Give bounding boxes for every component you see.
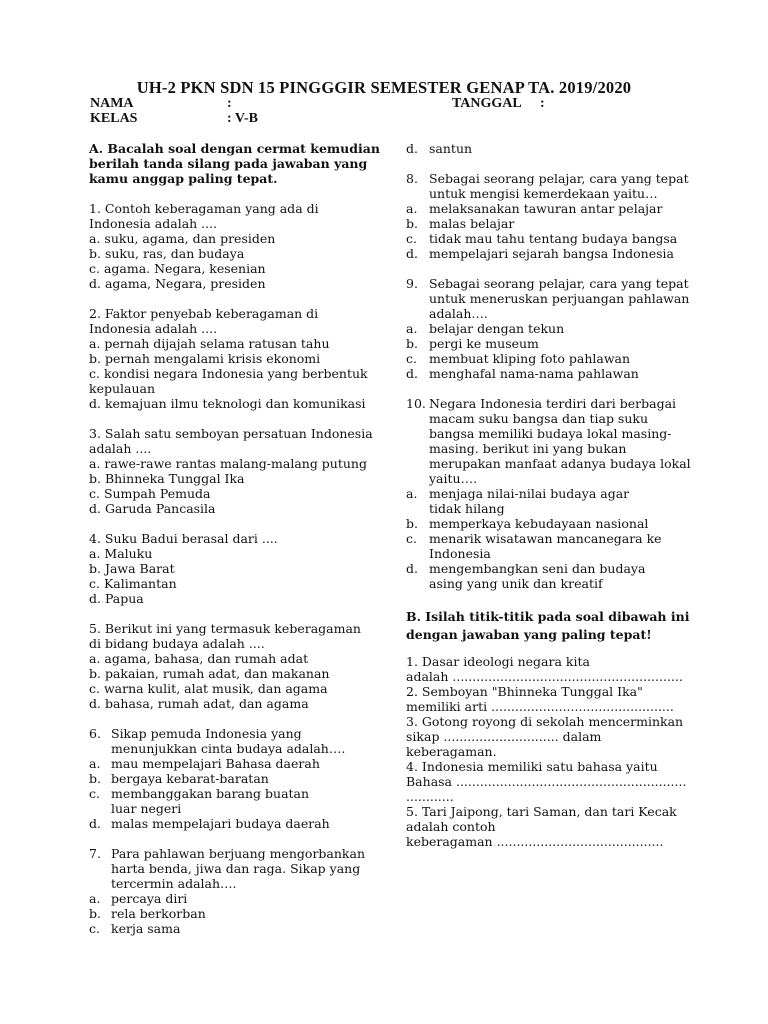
fill-item-line: 4. Indonesia memiliki satu bahasa yaitu xyxy=(406,759,658,774)
option-c[interactable]: c. kondisi negara Indonesia yang berbentuk xyxy=(89,366,368,381)
option-c[interactable]: c. membanggakan barang buatan luar negeri xyxy=(89,786,310,816)
fill-blank-2[interactable]: memiliki arti .............................................. xyxy=(406,699,674,714)
option-a[interactable]: a. mau mempelajari Bahasa daerah xyxy=(89,756,320,771)
nama-label: NAMA xyxy=(90,96,134,111)
option-d[interactable]: d. Garuda Pancasila xyxy=(89,501,216,516)
question-8: 8. Sebagai seorang pelajar, cara yang tepat untuk mengisi kemerdekaan yaitu… a. melaksanakan tawuran antar pelajar b. malas belajar c. tidak mau tahu tentang budaya bangsa d. mempelajari sejarah bangsa Indonesia xyxy=(406,171,689,261)
option-d[interactable]: d. menghafal nama-nama pahlawan xyxy=(406,366,639,381)
option-c[interactable]: c. Sumpah Pemuda xyxy=(89,486,211,501)
question-6: 6. Sikap pemuda Indonesia yang menunjukkan cinta budaya adalah…. a. mau mempelajari Bahasa daerah b. bergaya kebarat-baratan c. membanggakan barang buatan luar negeri d. malas mempelajari budaya daerah xyxy=(89,726,359,831)
option-d[interactable]: d. agama, Negara, presiden xyxy=(89,276,266,291)
option-c[interactable]: c. menarik wisatawan mancanegara ke Indonesia xyxy=(406,531,662,561)
option-b[interactable]: b. suku, ras, dan budaya xyxy=(89,246,245,261)
fill-blank-3[interactable]: sikap ............................. dalam xyxy=(406,729,602,744)
option-d[interactable]: d. mengembangkan seni dan budaya asing yang unik dan kreatif xyxy=(406,561,646,591)
option-d[interactable]: d. bahasa, rumah adat, dan agama xyxy=(89,696,309,711)
option-b[interactable]: b. pergi ke museum xyxy=(406,336,539,351)
option-a[interactable]: a. Maluku xyxy=(89,546,153,561)
option-a[interactable]: a. belajar dengan tekun xyxy=(406,321,565,336)
section-b-items xyxy=(406,654,687,849)
option-c[interactable]: c. membuat kliping foto pahlawan xyxy=(406,351,631,366)
option-a[interactable]: a. agama, bahasa, dan rumah adat xyxy=(89,651,309,666)
fill-item-line: 5. Tari Jaipong, tari Saman, dan tari Kecak xyxy=(406,804,677,819)
option-d[interactable]: d. mempelajari sejarah bangsa Indonesia xyxy=(406,246,674,261)
option-d[interactable]: d. kemajuan ilmu teknologi dan komunikasi xyxy=(89,396,366,411)
question-7-continued xyxy=(406,141,684,156)
option-c-cont[interactable]: kepulauan xyxy=(89,381,156,396)
option-b[interactable]: b. pernah mengalami krisis ekonomi xyxy=(89,351,321,366)
option-b[interactable]: b. pakaian, rumah adat, dan makanan xyxy=(89,666,330,681)
fill-blank-1[interactable]: adalah .......................................................... xyxy=(406,669,683,684)
kelas-value: : V-B xyxy=(227,111,258,126)
question-7: 7. Para pahlawan berjuang mengorbankan harta benda, jiwa dan raga. Sikap yang tercermin adalah…. a. percaya diri b. rela berkorban c. kerja sama xyxy=(89,846,365,936)
fill-item-line: keberagaman. xyxy=(406,744,497,759)
option-a[interactable]: a. pernah dijajah selama ratusan tahu xyxy=(89,336,330,351)
option-d[interactable]: d. santun xyxy=(406,141,473,156)
kelas-label: KELAS xyxy=(90,111,138,126)
fill-blank-5[interactable]: keberagaman .......................................... xyxy=(406,834,664,849)
fill-item-line: 3. Gotong royong di sekolah mencerminkan xyxy=(406,714,684,729)
option-a[interactable]: a. percaya diri xyxy=(89,891,188,906)
option-b[interactable]: b. malas belajar xyxy=(406,216,515,231)
option-c[interactable]: c. kerja sama xyxy=(89,921,181,936)
question-2: 2. Faktor penyebab keberagaman di Indonesia adalah .... a. pernah dijajah selama ratusan tahu b. pernah mengalami krisis ekonomi c. kondisi negara Indonesia yang berbentuk kepulauan d. kemajuan ilmu teknologi dan komunikasi xyxy=(89,306,368,411)
question-10: 10. Negara Indonesia terdiri dari berbagai macam suku bangsa dan tiap suku bangsa memiliki budaya lokal masing- masing. berikut ini yang bukan merupakan manfaat adanya budaya lokal yaitu…. a. menjaga nilai-nilai budaya agar tidak hilang b. memperkaya kebudayaan nasional c. menarik wisatawan mancanegara ke Indonesia d. mengembangkan seni dan budaya asing yang unik dan kreatif xyxy=(406,396,691,591)
fill-blank-4-cont[interactable]: ............ xyxy=(406,789,454,804)
tanggal-colon: : xyxy=(540,96,545,111)
option-b[interactable]: b. Jawa Barat xyxy=(89,561,175,576)
option-b[interactable]: b. bergaya kebarat-baratan xyxy=(89,771,269,786)
question-1: 1. Contoh keberagaman yang ada di Indonesia adalah .... a. suku, agama, dan presiden b. suku, ras, dan budaya c. agama. Negara, kesenian d. agama, Negara, presiden xyxy=(89,201,359,291)
fill-item-line: adalah contoh xyxy=(406,819,496,834)
option-c[interactable]: c. warna kulit, alat musik, dan agama xyxy=(89,681,328,696)
option-a[interactable]: a. rawe-rawe rantas malang-malang putung xyxy=(89,456,367,471)
option-d[interactable]: d. malas mempelajari budaya daerah xyxy=(89,816,330,831)
option-b[interactable]: b. memperkaya kebudayaan nasional xyxy=(406,516,649,531)
option-c[interactable]: c. tidak mau tahu tentang budaya bangsa xyxy=(406,231,678,246)
left-column xyxy=(89,141,380,951)
section-b-instruction: B. Isilah titik-titik pada soal dibawah ini dengan jawaban yang paling tepat! xyxy=(406,609,690,642)
right-column xyxy=(406,141,691,849)
page-title: UH-2 PKN SDN 15 PINGGGIR SEMESTER GENAP TA. 2019/2020 xyxy=(136,78,632,97)
option-a[interactable]: a. menjaga nilai-nilai budaya agar tidak hilang xyxy=(406,486,630,516)
option-d[interactable]: d. Papua xyxy=(89,591,144,606)
question-9: 9. Sebagai seorang pelajar, cara yang tepat untuk meneruskan perjuangan pahlawan adalah…. a. belajar dengan tekun b. pergi ke museum c. membuat kliping foto pahlawan d. menghafal nama-nama pahlawan xyxy=(406,276,690,381)
option-c[interactable]: c. Kalimantan xyxy=(89,576,177,591)
nama-colon: : xyxy=(227,96,232,111)
question-4: 4. Suku Badui berasal dari .... a. Maluku b. Jawa Barat c. Kalimantan d. Papua xyxy=(89,531,359,606)
fill-item-line: 1. Dasar ideologi negara kita xyxy=(406,654,590,669)
tanggal-label: TANGGAL xyxy=(452,96,522,111)
question-3: 3. Salah satu semboyan persatuan Indonesia adalah .... a. rawe-rawe rantas malang-malang putung b. Bhinneka Tunggal Ika c. Sumpah Pemuda d. Garuda Pancasila xyxy=(89,426,373,516)
option-c[interactable]: c. agama. Negara, kesenian xyxy=(89,261,266,276)
option-b[interactable]: b. rela berkorban xyxy=(89,906,206,921)
option-a[interactable]: a. melaksanakan tawuran antar pelajar xyxy=(406,201,663,216)
option-b[interactable]: b. Bhinneka Tunggal Ika xyxy=(89,471,245,486)
question-5: 5. Berikut ini yang termasuk keberagaman di bidang budaya adalah .... a. agama, bahasa, dan rumah adat b. pakaian, rumah adat, dan makanan c. warna kulit, alat musik, dan agama d. bahasa, rumah adat, dan agama xyxy=(89,621,361,711)
option-a[interactable]: a. suku, agama, dan presiden xyxy=(89,231,276,246)
section-a-instruction: A. Bacalah soal dengan cermat kemudian berilah tanda silang pada jawaban yang kamu anggap paling tepat. xyxy=(89,141,380,186)
fill-item-line: 2. Semboyan "Bhinneka Tunggal Ika" xyxy=(406,684,643,699)
fill-blank-4[interactable]: Bahasa .......................................................... xyxy=(406,774,687,789)
